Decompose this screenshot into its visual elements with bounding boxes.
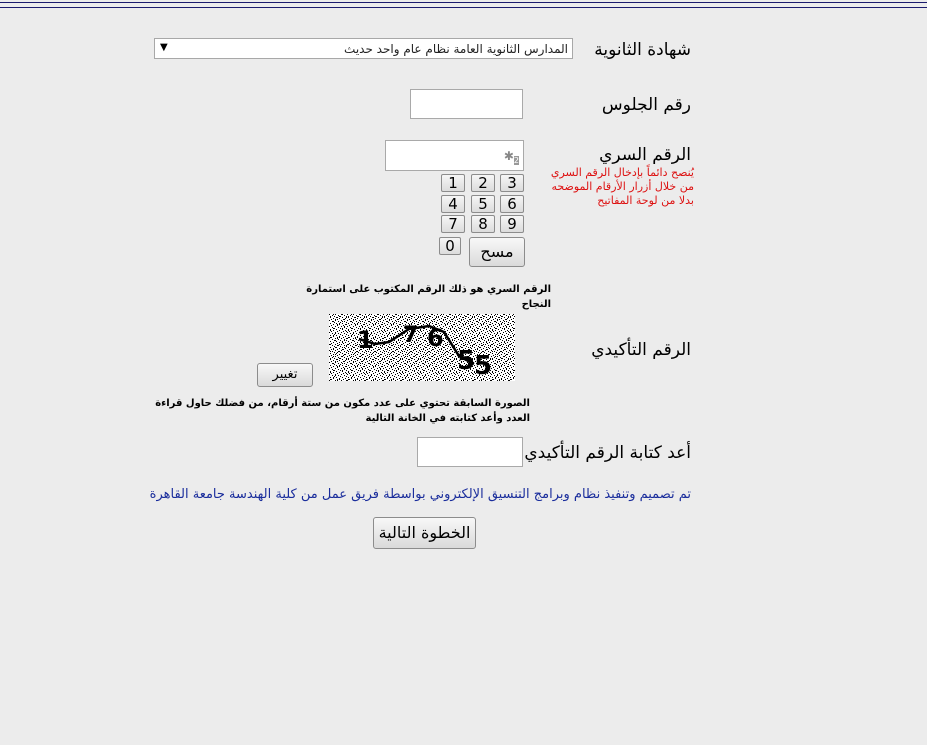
dropdown-arrow-icon: ▼ bbox=[160, 42, 168, 53]
keypad-button-9[interactable]: 9 bbox=[500, 215, 524, 233]
clear-button[interactable]: مسح bbox=[469, 237, 525, 267]
secret-number-label: الرقم السري bbox=[599, 145, 691, 165]
captcha-image bbox=[329, 314, 515, 381]
certificate-select[interactable] bbox=[154, 38, 573, 59]
footer-credits: تم تصميم وتنفيذ نظام وبرامج التنسيق الإلكتروني بواسطة فريق عمل من كلية الهندسة جامعة القاهرة bbox=[149, 487, 691, 502]
secret-number-input[interactable] bbox=[385, 140, 524, 171]
seat-number-label: رقم الجلوس bbox=[601, 95, 691, 115]
keypad-button-2[interactable]: 2 bbox=[471, 174, 495, 192]
top-border-line bbox=[0, 2, 927, 3]
svg-text:5: 5 bbox=[474, 351, 493, 381]
svg-text:7: 7 bbox=[403, 323, 419, 348]
keypad-button-5[interactable]: 5 bbox=[471, 195, 495, 213]
captcha-label: الرقم التأكيدي bbox=[591, 340, 691, 360]
certificate-label: شهادة الثانوية bbox=[594, 40, 691, 60]
certificate-selected-value: المدارس الثانوية العامة نظام عام واحد حديث bbox=[344, 42, 568, 56]
svg-text:5: 5 bbox=[457, 346, 476, 376]
svg-text:1: 1 bbox=[357, 326, 374, 354]
password-key-icon: $✱_2$ bbox=[503, 149, 519, 166]
keypad-button-8[interactable]: 8 bbox=[471, 215, 495, 233]
secret-number-note: يُنصح دائماً بإدخال الرقم السري من خلال أزرار الأرقام الموضحه بدلا من لوحة المفاتيح bbox=[550, 166, 694, 207]
keypad-button-1[interactable]: 1 bbox=[441, 174, 465, 192]
captcha-note: الصورة السابقة تحتوي على عدد مكون من ستة أرقام، من فضلك حاول قراءة العدد وأعد كتابته في الخانة التالية bbox=[155, 398, 530, 424]
confirm-captcha-input[interactable] bbox=[417, 437, 523, 467]
seat-number-input[interactable] bbox=[410, 89, 523, 119]
confirm-captcha-label: أعد كتابة الرقم التأكيدي bbox=[524, 443, 691, 463]
keypad-button-3[interactable]: 3 bbox=[500, 174, 524, 192]
keypad-button-7[interactable]: 7 bbox=[441, 215, 465, 233]
keypad-button-0[interactable]: 0 bbox=[439, 237, 461, 255]
keypad-button-6[interactable]: 6 bbox=[500, 195, 524, 213]
next-step-button[interactable]: الخطوة التالية bbox=[373, 517, 476, 549]
top-border-line-2 bbox=[0, 7, 927, 8]
secret-number-hint: الرقم السري هو ذلك الرقم المكتوب على استمارة النجاح bbox=[306, 284, 551, 310]
svg-text:6: 6 bbox=[427, 324, 444, 352]
change-captcha-button[interactable]: تغيير bbox=[257, 363, 313, 387]
keypad-button-4[interactable]: 4 bbox=[441, 195, 465, 213]
